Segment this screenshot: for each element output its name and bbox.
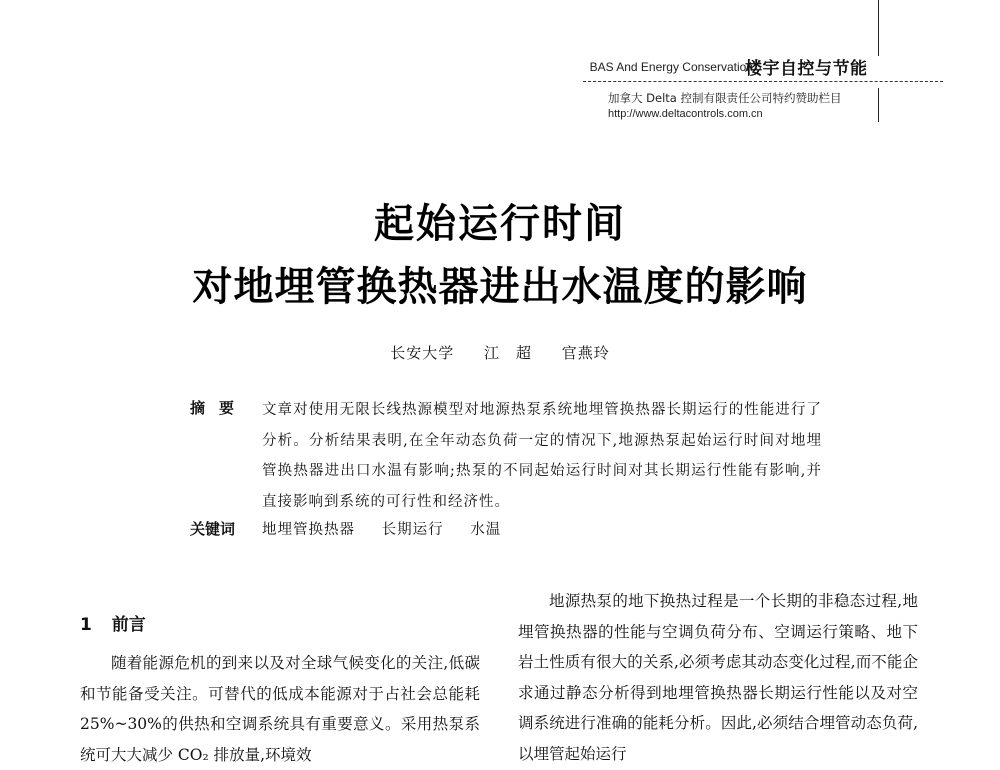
keyword: 长期运行 [381, 522, 444, 538]
author-name: 官燕玲 [561, 344, 610, 362]
section-heading [80, 610, 146, 635]
header-vertical-rule-bottom [878, 88, 879, 122]
keywords-list [262, 518, 523, 539]
affiliation: 长安大学 [390, 344, 455, 362]
keyword: 水温 [470, 522, 502, 538]
section-title: 前言 [111, 615, 146, 635]
sponsor-line: 加拿大 Delta 控制有限责任公司特约赞助栏目 [608, 91, 842, 105]
header-vertical-rule-top [878, 0, 879, 56]
paper-title-line1: 起始运行时间 [374, 201, 626, 247]
sponsor-website[interactable]: http://www.deltacontrols.com.cn [608, 108, 763, 120]
header-divider [583, 81, 943, 82]
abstract-text: 文章对使用无限长线热源模型对地源热泵系统地埋管换热器长期运行的性能进行了分析。分析结果表明,在全年动态负荷一定的情况下,地源热泵起始运行时间对地埋管换热器进出口水温有影响;热泵的不同起始运行时间对其长期运行性能有影响,并直接影响到系统的可行性和经济性。 [262, 402, 822, 510]
journal-name-cn: 楼宇自控与节能 [745, 59, 868, 79]
paper-title-line2: 对地埋管换热器进出水温度的影响 [192, 264, 808, 310]
journal-name-en: BAS And Energy Conservation [589, 60, 753, 74]
author-name: 江 超 [483, 344, 532, 362]
keywords-label: 关键词 [190, 520, 236, 538]
section-number: 1 [80, 615, 92, 635]
body-column-left [80, 648, 480, 770]
abstract-label: 摘要 [190, 399, 249, 417]
body-column-right [518, 586, 918, 769]
keyword: 地埋管换热器 [262, 522, 355, 538]
body-paragraph: 地源热泵的地下换热过程是一个长期的非稳态过程,地埋管换热器的性能与空调负荷分布、空调运行策略、地下岩土性质有很大的关系,必须考虑其动态变化过程,而不能企求通过静态分析得到地埋管换热器长期运行性能以及对空调系统进行准确的能耗分析。因此,必须结合埋管动态负荷,以埋管起始运行 [518, 592, 918, 763]
body-paragraph: 随着能源危机的到来以及对全球气候变化的关注,低碳和节能备受关注。可替代的低成本能源对于占社会总能耗 25%~30%的供热和空调系统具有重要意义。采用热泵系统可大大减少 CO₂ 排放量,环境效 [80, 654, 480, 764]
author-line [0, 342, 1000, 363]
